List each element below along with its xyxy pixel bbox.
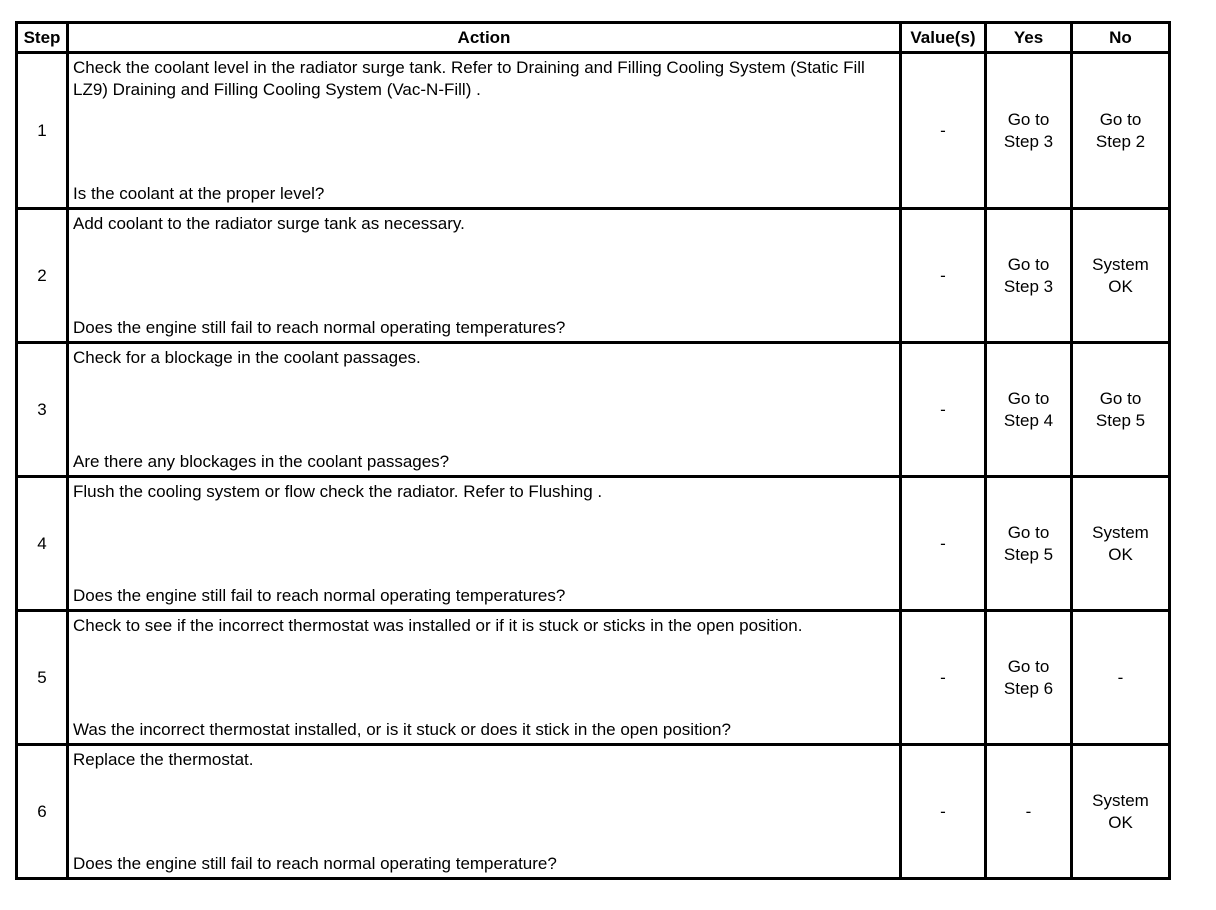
no-line2: OK (1108, 812, 1133, 832)
value-cell: - (901, 53, 986, 209)
yes-cell (986, 209, 1072, 343)
action-text: Flush the cooling system or flow check the radiator. Refer to Flushing . (73, 482, 603, 501)
no-line1: System (1092, 790, 1149, 810)
step-number: 1 (17, 53, 68, 209)
yes-line2: Step 4 (1003, 410, 1054, 430)
value-cell: - (901, 477, 986, 611)
no-line2: OK (1108, 544, 1133, 564)
yes-cell (986, 53, 1072, 209)
no-line1: Go to (1099, 388, 1142, 408)
action-cell (68, 611, 901, 745)
question-text: Is the coolant at the proper level? (73, 184, 325, 203)
value-cell: - (901, 209, 986, 343)
table-row (17, 477, 1170, 611)
action-text: Add coolant to the radiator surge tank as necessary. (73, 214, 465, 233)
header-yes: Yes (986, 23, 1072, 53)
yes-line1: Go to (1007, 254, 1050, 274)
action-text: Check for a blockage in the coolant passages. (73, 348, 421, 367)
no-line2: OK (1108, 276, 1133, 296)
no-line1: Go to (1099, 109, 1142, 129)
yes-cell: - (986, 745, 1072, 879)
no-line1: System (1092, 254, 1149, 274)
yes-cell (986, 477, 1072, 611)
step-number: 5 (17, 611, 68, 745)
yes-line1: Go to (1007, 388, 1050, 408)
step-number: 2 (17, 209, 68, 343)
step-number: 6 (17, 745, 68, 879)
yes-line1: Go to (1007, 522, 1050, 542)
action-text: Check the coolant level in the radiator surge tank. Refer to Draining and Filling Cooling System (Static Fill LZ9) Draining and Filling Cooling System (Vac-N-Fill) . (73, 58, 865, 99)
no-line1: System (1092, 522, 1149, 542)
table-row (17, 209, 1170, 343)
no-line2: Step 2 (1095, 131, 1146, 151)
header-values: Value(s) (901, 23, 986, 53)
action-text: Check to see if the incorrect thermostat was installed or if it is stuck or sticks in the open position. (73, 616, 803, 635)
header-step: Step (17, 23, 68, 53)
no-cell: - (1072, 611, 1170, 745)
yes-line2: Step 6 (1003, 678, 1054, 698)
no-cell (1072, 477, 1170, 611)
table-row (17, 53, 1170, 209)
yes-cell (986, 611, 1072, 745)
value-cell: - (901, 343, 986, 477)
no-line2: Step 5 (1095, 410, 1146, 430)
header-no: No (1072, 23, 1170, 53)
yes-line2: Step 3 (1003, 131, 1054, 151)
value-cell: - (901, 745, 986, 879)
table-row (17, 611, 1170, 745)
action-cell (68, 343, 901, 477)
no-cell (1072, 209, 1170, 343)
action-cell (68, 745, 901, 879)
yes-line1: Go to (1007, 656, 1050, 676)
question-text: Does the engine still fail to reach normal operating temperature? (73, 854, 557, 873)
action-cell (68, 477, 901, 611)
no-cell (1072, 745, 1170, 879)
action-text: Replace the thermostat. (73, 750, 254, 769)
step-number: 3 (17, 343, 68, 477)
yes-cell (986, 343, 1072, 477)
value-cell: - (901, 611, 986, 745)
table-row (17, 343, 1170, 477)
diagnostic-table (15, 21, 1171, 880)
yes-line1: Go to (1007, 109, 1050, 129)
action-cell (68, 53, 901, 209)
no-cell (1072, 343, 1170, 477)
yes-line2: Step 5 (1003, 544, 1054, 564)
table-row (17, 745, 1170, 879)
header-action: Action (68, 23, 901, 53)
action-cell (68, 209, 901, 343)
question-text: Was the incorrect thermostat installed, or is it stuck or does it stick in the open position? (73, 720, 731, 739)
no-cell (1072, 53, 1170, 209)
question-text: Does the engine still fail to reach normal operating temperatures? (73, 586, 566, 605)
yes-line2: Step 3 (1003, 276, 1054, 296)
header-row (17, 23, 1170, 53)
question-text: Does the engine still fail to reach normal operating temperatures? (73, 318, 566, 337)
question-text: Are there any blockages in the coolant passages? (73, 452, 450, 471)
step-number: 4 (17, 477, 68, 611)
